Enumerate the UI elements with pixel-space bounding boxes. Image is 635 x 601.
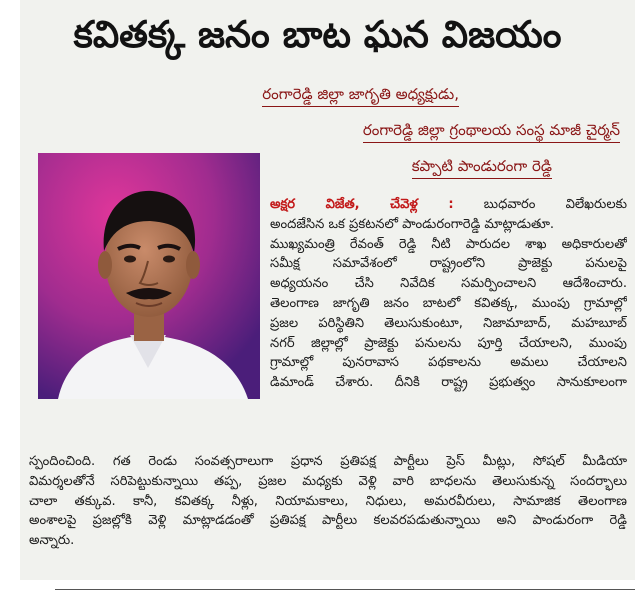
body-line: గ్రామాల్లో పునరావాస పథకాలను అమలు చేయాలని: [270, 355, 627, 371]
body-line: డిమాండ్ చేశారు. దీనికి రాష్ట్ర ప్రభుత్వం సానుకూలంగా: [270, 375, 627, 391]
body-line: విమర్శలతోనే సరిపెట్టుకున్నాయి తప్ప, ప్రజల మధ్యకు వెళ్లి వారి బాధలను తెలుసుకున్న సందర్భాలు: [29, 473, 627, 489]
body-line: అన్నారు.: [29, 533, 75, 549]
body-line: ముఖ్యమంత్రి రేవంత్ రెడ్డి నీటి పారుదల శాఖ అధికారులతో: [270, 236, 627, 252]
body-line: స్పందించింది. గత రెండు సంవత్సరాలుగా ప్రధాన ప్రతిపక్ష పార్టీలు ప్రెస్ మీట్లు, సోషల్ మీడియా: [29, 454, 627, 469]
body-line: నగర్ జిల్లాల్లో ప్రాజెక్టు పనులను పూర్తి చేయాలని, ముంపు: [270, 335, 627, 351]
body-line: అందజేసిన ఒక ప్రకటనలో పాండురంగారెడ్డి మాట్లాడుతూ.: [270, 216, 555, 232]
body-line: అధ్యయనం చేసి నివేదిక సమర్పించాలని ఆదేశించారు.: [270, 276, 627, 292]
body-line: తెలంగాణ జాగృతి జనం బాటలో కవితక్క, ముంపు గ్రామాల్లో: [270, 295, 627, 311]
body-line: ప్రజల పరిస్థితిని తెలుసుకుంటూ, నిజామాబాద్, మహబూబ్: [270, 315, 627, 331]
body-line: అంశాలపై ప్రజల్లోకి వెళ్లి మాట్లాడడంతో ప్రతిపక్ష పార్టీలు కలవరపడుతున్నాయి అని పాండురంగా రెడ్డి: [29, 513, 627, 529]
headline: కవితక్క జనం బాట ఘన విజయం: [73, 13, 562, 56]
portrait-photo: [38, 153, 260, 399]
body-line: చాలా తక్కువ. కానీ, కవితక్క నీళ్లు, నియామకాలు, నిధులు, అమరవీరులు, సామాజిక తెలంగాణ: [29, 493, 627, 509]
body-line: అక్షర విజేత, చేవెళ్ల : బుధవారం విలేఖరులకు: [270, 197, 627, 212]
subhead-person-name: కప్పాటి పాండురంగా రెడ్డి: [0, 157, 552, 179]
bottom-divider: [55, 589, 635, 590]
article-body-column: [270, 195, 627, 393]
article-body-full-width: [29, 452, 627, 551]
subhead-former-chairman: రంగారెడ్డి జిల్లా గ్రంథాలయ సంస్థ మాజీ చైర్మన్: [0, 121, 620, 143]
subhead-designation: రంగారెడ్డి జిల్లా జాగృతి అధ్యక్షుడు,: [0, 85, 459, 107]
dateline: అక్షర విజేత, చేవెళ్ల :: [270, 197, 454, 212]
body-line: సమీక్ష సమావేశంలో రాష్ట్రంలోని ప్రాజెక్టు పనులపై: [270, 256, 627, 272]
